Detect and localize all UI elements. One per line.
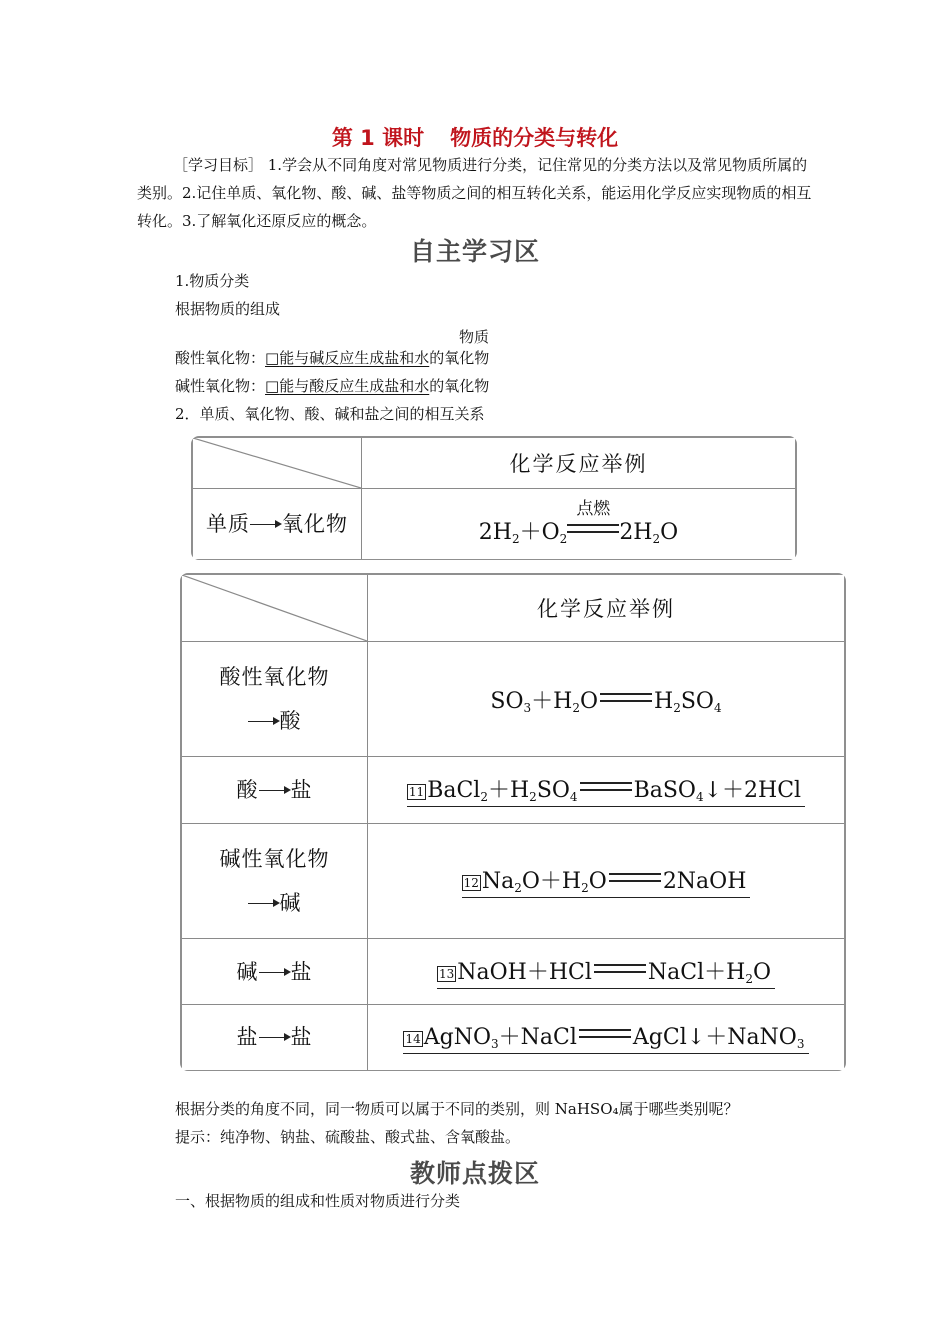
label-from: 碱性氧化物: [219, 847, 330, 871]
arrow-icon: [248, 903, 278, 904]
equation-agno3-nacl: 14 AgNO$_3$＋NaCl AgCl↓＋NaNO$_3$: [403, 1020, 808, 1054]
arrow-icon: [259, 1037, 289, 1038]
arrow-icon: [250, 524, 280, 525]
label-to: 盐: [290, 1025, 313, 1050]
acidic-oxide-tail: 的氧化物: [429, 349, 490, 367]
reaction-table-2: [182, 575, 844, 1070]
acidic-oxide-definition: [175, 347, 489, 369]
label-to: 氧化物: [282, 511, 348, 536]
label-from: 单质: [206, 511, 250, 536]
lesson-number: 第 1 课时: [331, 126, 425, 150]
question-nahso4: 根据分类的角度不同，同一物质可以属于不同的类别，则 NaHSO₄属于哪些类别呢？: [175, 1100, 739, 1118]
label-from: 酸: [236, 778, 259, 802]
condition-ignite: 点燃: [576, 499, 611, 520]
basic-oxide-definition: [175, 375, 489, 397]
label-to: 碱: [279, 891, 302, 915]
hint: 提示：纯净物、钠盐、硫酸盐、酸式盐、含氧酸盐。: [175, 1128, 521, 1146]
basic-oxide-answer: [265, 377, 429, 395]
item-classification: 1.物质分类: [175, 272, 250, 290]
arrow-icon: [248, 721, 278, 722]
reaction-table-1-frame: [191, 436, 797, 560]
equation-naoh-hcl: 13 NaOH＋HCl $NaCl+H_2O$: [437, 955, 775, 989]
row-label: [182, 642, 368, 757]
equation-cell: [368, 824, 845, 939]
row-label: [182, 1005, 368, 1070]
answer-number: 12: [463, 876, 479, 890]
equation-cell: [368, 1005, 845, 1070]
acidic-oxide-def: 能与碱反应生成盐和水: [279, 349, 430, 367]
by-composition: 根据物质的组成: [175, 300, 281, 318]
equation-cell: [368, 642, 845, 757]
matter-label: 物质: [459, 328, 490, 346]
arrow-icon: [259, 790, 289, 791]
answer-number: 11: [408, 785, 425, 799]
section-heading-self-study: 自主学习区: [409, 237, 540, 266]
basic-oxide-label: 碱性氧化物：: [175, 377, 266, 395]
answer-number: 13: [438, 966, 455, 981]
equation-cell: [368, 757, 845, 824]
equation-bacl2-h2so4: 11 $BaCl_2+H_2SO_4$ BaSO$_4$↓＋2HCl: [407, 773, 805, 807]
label-to: 盐: [290, 959, 313, 984]
table-header: 化学反应举例: [362, 438, 796, 489]
row-label: [182, 939, 368, 1005]
blank-mark: □: [265, 349, 280, 367]
equation-na2o-h2o: 12 $Na_2O+H_2O$ 2NaOH: [462, 864, 751, 898]
arrow-icon: [259, 972, 289, 973]
row-label: [182, 757, 368, 824]
table-header: 化学反应举例: [368, 575, 845, 642]
label-from: 酸性氧化物: [219, 665, 330, 689]
corner-cell: [182, 575, 368, 642]
equation-cell: [362, 489, 796, 559]
label-to: 盐: [290, 778, 313, 802]
item-relations: 2．单质、氧化物、酸、碱和盐之间的相互关系: [175, 405, 485, 423]
section-heading-teacher: 教师点拨区: [409, 1159, 540, 1188]
label-from: 碱: [236, 959, 259, 984]
reaction-table-2-frame: [180, 573, 846, 1071]
lesson-title: [0, 122, 950, 152]
acidic-oxide-label: 酸性氧化物：: [175, 349, 266, 367]
label-to: 酸: [279, 709, 302, 733]
blank-mark: □: [265, 377, 280, 395]
lesson-topic: 物质的分类与转化: [450, 126, 619, 150]
corner-cell: [193, 438, 362, 489]
equation-cell: [368, 939, 845, 1005]
subsection-heading: 一、根据物质的组成和性质对物质进行分类: [175, 1192, 461, 1210]
equation-so3-h2o: $SO_3+H_2O$ $H_2SO_4$: [490, 688, 722, 715]
basic-oxide-tail: 的氧化物: [429, 377, 490, 395]
answer-number: 14: [405, 1032, 421, 1047]
equation-h2-o2: $2H_2+O_2$ 点燃 $2H_2O$: [479, 520, 678, 545]
row-label: [193, 489, 362, 559]
basic-oxide-def: 能与酸反应生成盐和水: [279, 377, 430, 395]
row-label: [182, 824, 368, 939]
reaction-table-1: [193, 438, 795, 559]
learning-goals: ［学习目标］ 1.学会从不同角度对常见物质进行分类，记住常见的分类方法以及常见物质所属的类别。2.记住单质、氧化物、酸、碱、盐等物质之间的相互转化关系，能运用化学反应实现物质的相互转化。3.了解氧化还原反应的概念。: [137, 156, 812, 230]
label-from: 盐: [236, 1025, 259, 1050]
acidic-oxide-answer: [265, 349, 429, 367]
